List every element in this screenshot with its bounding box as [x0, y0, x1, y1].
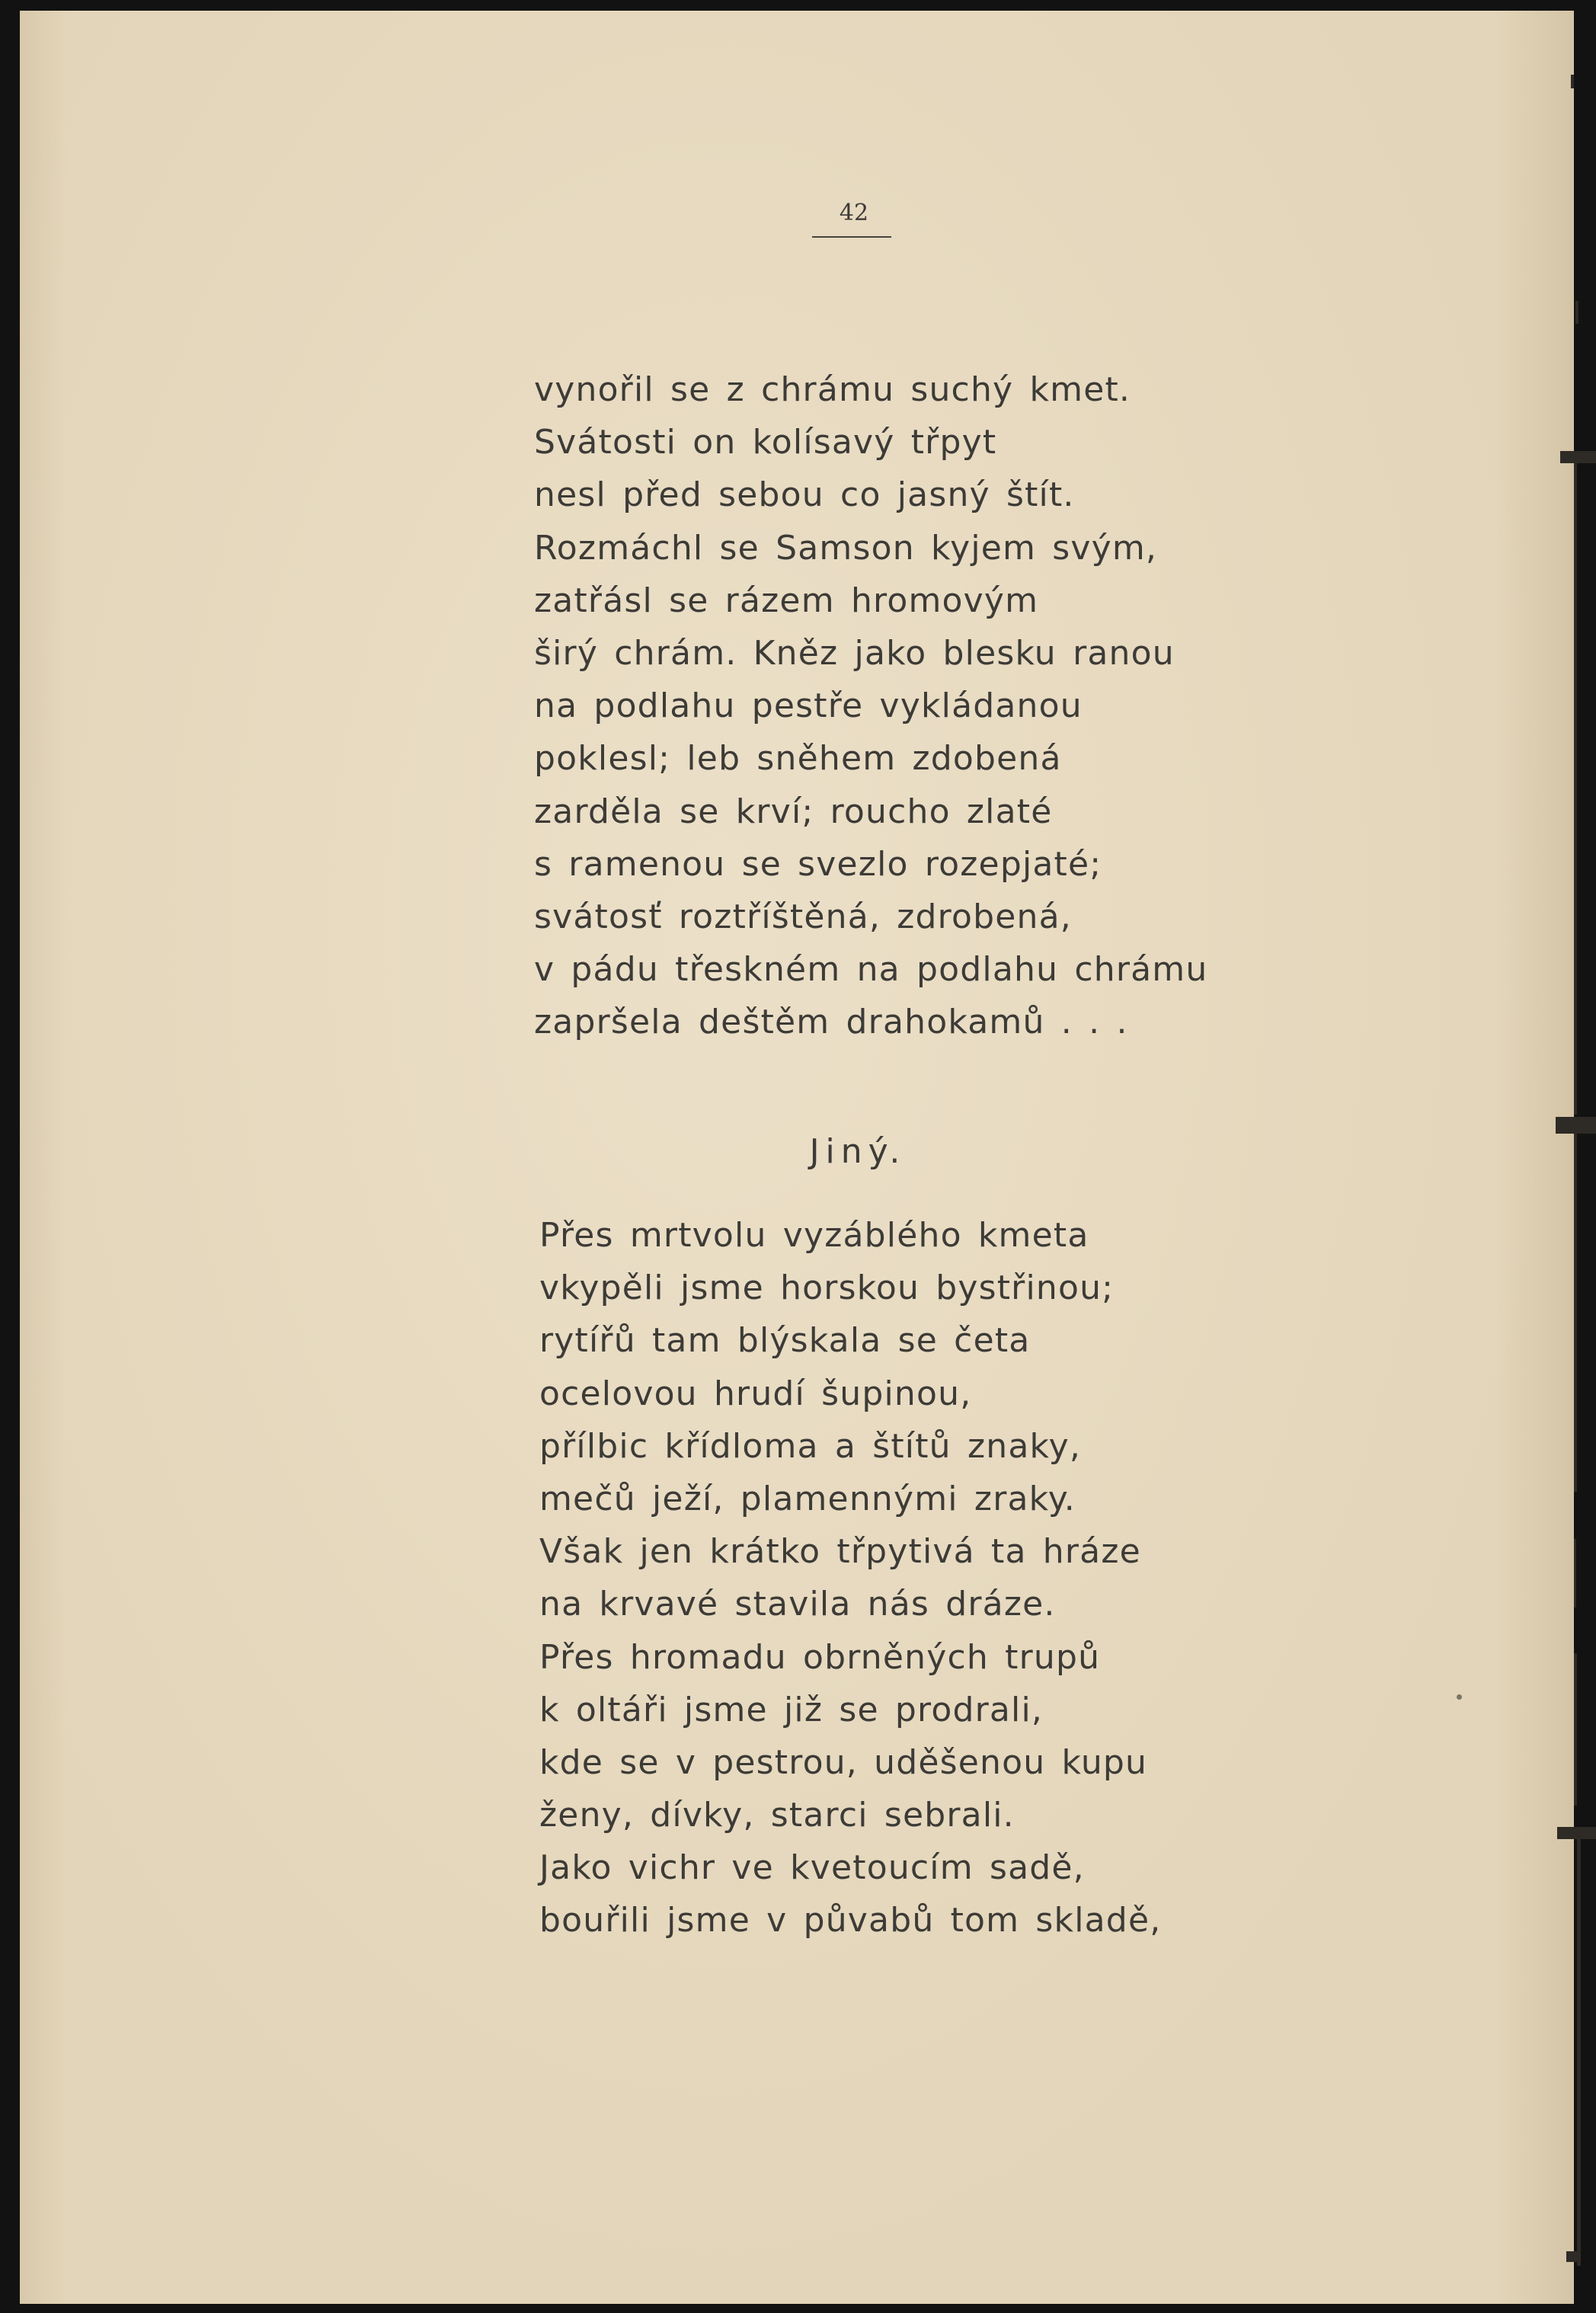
verse-line: Přes hromadu obrněných trupů [539, 1637, 1101, 1677]
verse-before [534, 363, 1207, 1048]
binding-edge-mark [1574, 1539, 1576, 1608]
binding-edge-mark [1571, 75, 1574, 88]
verse-line: kde se v pestrou, uděšenou kupu [539, 1742, 1148, 1782]
verse-line: vkypěli jsme horskou bystřinou; [539, 1268, 1115, 1308]
verse-line: Jako vichr ve kvetoucím sadě, [539, 1848, 1085, 1888]
verse-line: Však jen krátko třpytivá ta hráze [539, 1532, 1141, 1572]
verse-line: poklesl; leb sněhem zdobená [534, 739, 1062, 779]
verse-line: mečů ježí, plamennými zraky. [539, 1479, 1076, 1518]
binding-edge-mark [1574, 1134, 1577, 1492]
verse-line: širý chrám. Kněz jako blesku ranou [534, 633, 1175, 673]
binding-edge-mark [1574, 463, 1577, 1115]
paper-speck [1457, 1694, 1462, 1700]
verse-line: přílbic křídloma a štítů znaky, [539, 1426, 1082, 1466]
verse-line: v pádu třeskném na podlahu chrámu [534, 950, 1208, 990]
binding-edge-mark [1560, 451, 1596, 463]
verse-line: ženy, dívky, starci sebrali. [539, 1796, 1015, 1835]
verse-line: k oltáři jsme již se prodrali, [539, 1690, 1044, 1729]
binding-edge-mark [1557, 1827, 1596, 1839]
verse-line: svátosť roztříštěná, zdrobená, [534, 897, 1072, 936]
binding-edge-mark [1556, 1117, 1596, 1134]
verse-after [539, 1209, 1161, 1947]
binding-edge-mark [1574, 1653, 1577, 1806]
verse-line: nesl před sebou co jasný štít. [534, 475, 1075, 515]
verse-line: na podlahu pestře vykládanou [534, 686, 1083, 726]
binding-edge-mark [1575, 301, 1578, 324]
verse-line: bouřili jsme v půvabů tom skladě, [539, 1901, 1162, 1940]
verse-line: rytířů tam blýskala se četa [539, 1321, 1031, 1361]
verse-line: s ramenou se svezlo rozepjaté; [534, 844, 1102, 884]
verse-line: na krvavé stavila nás dráze. [539, 1585, 1056, 1624]
verse-line: zapršela deštěm drahokamů . . . [534, 1003, 1128, 1042]
verse-line: ocelovou hrudí šupinou, [539, 1374, 972, 1413]
section-heading: Jiný. [809, 1132, 907, 1171]
verse-line: vynořil se z chrámu suchý kmet. [534, 370, 1131, 409]
verse-line: Přes mrtvolu vyzáblého kmeta [539, 1216, 1089, 1255]
verse-line: zarděla se krví; roucho zlaté [534, 792, 1053, 831]
page-number: 42 [839, 200, 869, 226]
verse-line: zatřásl se rázem hromovým [534, 581, 1039, 620]
binding-edge-mark [1566, 2251, 1580, 2262]
book-page [20, 11, 1574, 2304]
verse-line: Rozmáchl se Samson kyjem svým, [534, 528, 1158, 568]
verse-line: Svátosti on kolísavý třpyt [534, 423, 997, 462]
page-number-rule [812, 236, 891, 238]
binding-edge-mark [1577, 1839, 1581, 2266]
